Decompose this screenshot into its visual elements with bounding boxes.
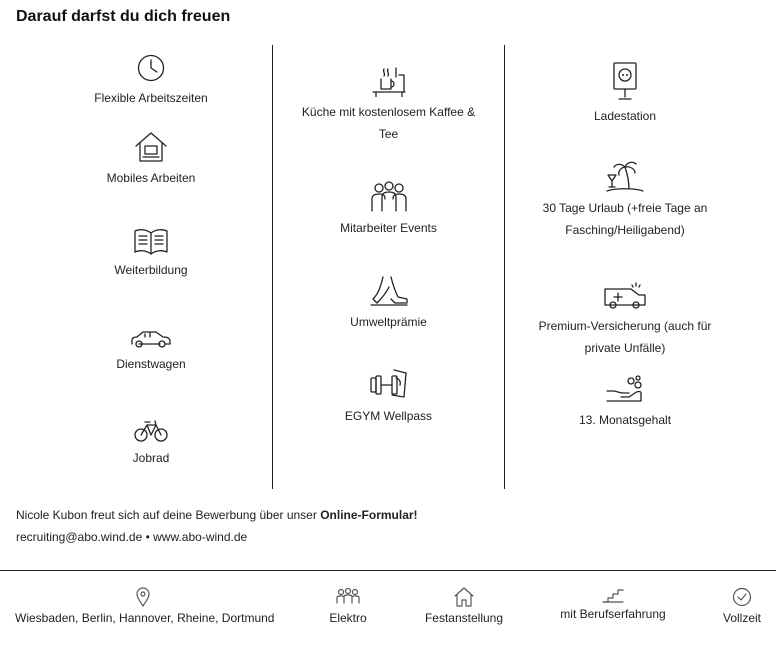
benefit-label: Umweltprämie bbox=[350, 315, 427, 329]
people-icon bbox=[370, 181, 408, 213]
benefit-label: Mobiles Arbeiten bbox=[106, 171, 196, 185]
footer-label: Festanstellung bbox=[424, 611, 504, 625]
email-link[interactable]: recruiting@abo.wind.de bbox=[16, 530, 143, 544]
website-link[interactable]: www.abo-wind.de bbox=[153, 530, 248, 544]
benefit-flexible-hours bbox=[30, 53, 272, 109]
contact-info bbox=[16, 504, 418, 548]
check-clock-icon bbox=[732, 587, 752, 607]
application-line bbox=[16, 504, 418, 526]
footer-location bbox=[15, 587, 275, 625]
bicycle-icon bbox=[134, 419, 168, 443]
clock-icon bbox=[136, 53, 166, 83]
benefit-label: 13. Monatsgehalt bbox=[578, 413, 672, 427]
benefit-kitchen bbox=[273, 65, 504, 145]
benefits-column-3 bbox=[505, 45, 745, 489]
footer-label: mit Berufserfahrung bbox=[560, 607, 666, 621]
stairs-icon bbox=[602, 587, 624, 603]
benefit-label: Premium-Versicherung (auch für private Unfälle) bbox=[538, 319, 712, 355]
walking-icon bbox=[369, 275, 409, 307]
footer-divider bbox=[0, 570, 776, 571]
footer-label: Wiesbaden, Berlin, Hannover, Rheine, Dortmund bbox=[15, 611, 275, 625]
benefit-training bbox=[30, 227, 272, 281]
benefit-events bbox=[273, 181, 504, 239]
benefit-label: Mitarbeiter Events bbox=[340, 221, 437, 235]
benefit-label: Dienstwagen bbox=[116, 357, 186, 371]
benefit-environment-bonus bbox=[273, 275, 504, 333]
application-text: Nicole Kubon freut sich auf deine Bewerbung über unser bbox=[16, 508, 321, 522]
benefit-insurance bbox=[505, 281, 745, 359]
footer-department bbox=[318, 587, 378, 625]
charging-station-icon bbox=[611, 61, 639, 101]
benefits-section bbox=[0, 45, 776, 489]
house-icon bbox=[454, 587, 474, 607]
benefit-13th-salary bbox=[505, 375, 745, 431]
contact-line bbox=[16, 526, 418, 548]
benefit-mobile-work bbox=[30, 131, 272, 189]
footer-work-time bbox=[718, 587, 766, 625]
benefits-column-1 bbox=[30, 45, 272, 489]
footer-label: Elektro bbox=[329, 611, 367, 625]
coffee-icon bbox=[371, 65, 407, 97]
car-icon bbox=[130, 329, 172, 349]
home-laptop-icon bbox=[134, 131, 168, 163]
benefit-label: Weiterbildung bbox=[114, 263, 188, 277]
book-icon bbox=[133, 227, 169, 255]
salary-icon bbox=[605, 375, 645, 405]
separator: • bbox=[142, 530, 154, 544]
benefit-jobrad bbox=[30, 419, 272, 469]
palm-beach-icon bbox=[605, 159, 645, 193]
ambulance-icon bbox=[603, 281, 647, 311]
dumbbell-icon bbox=[368, 367, 410, 401]
benefit-egym bbox=[273, 367, 504, 427]
footer-label: Vollzeit bbox=[722, 611, 762, 625]
benefit-company-car bbox=[30, 329, 272, 375]
location-pin-icon bbox=[135, 587, 151, 607]
benefits-column-2 bbox=[273, 45, 504, 489]
benefit-vacation bbox=[505, 159, 745, 241]
benefit-label: EGYM Wellpass bbox=[344, 409, 433, 423]
benefit-label: 30 Tage Urlaub (+freie Tage an Fasching/Heiligabend) bbox=[542, 201, 708, 237]
footer-employment-type bbox=[420, 587, 508, 625]
benefit-label: Flexible Arbeitszeiten bbox=[94, 91, 208, 105]
page-title: Darauf darfst du dich freuen bbox=[16, 8, 231, 25]
online-form-link[interactable]: Online-Formular! bbox=[320, 508, 418, 522]
benefit-charging-station bbox=[505, 61, 745, 127]
footer-experience bbox=[556, 587, 670, 621]
team-icon bbox=[336, 587, 360, 607]
benefit-label: Jobrad bbox=[132, 451, 170, 465]
benefit-label: Ladestation bbox=[593, 109, 657, 123]
benefit-label: Küche mit kostenlosem Kaffee & Tee bbox=[301, 105, 476, 141]
